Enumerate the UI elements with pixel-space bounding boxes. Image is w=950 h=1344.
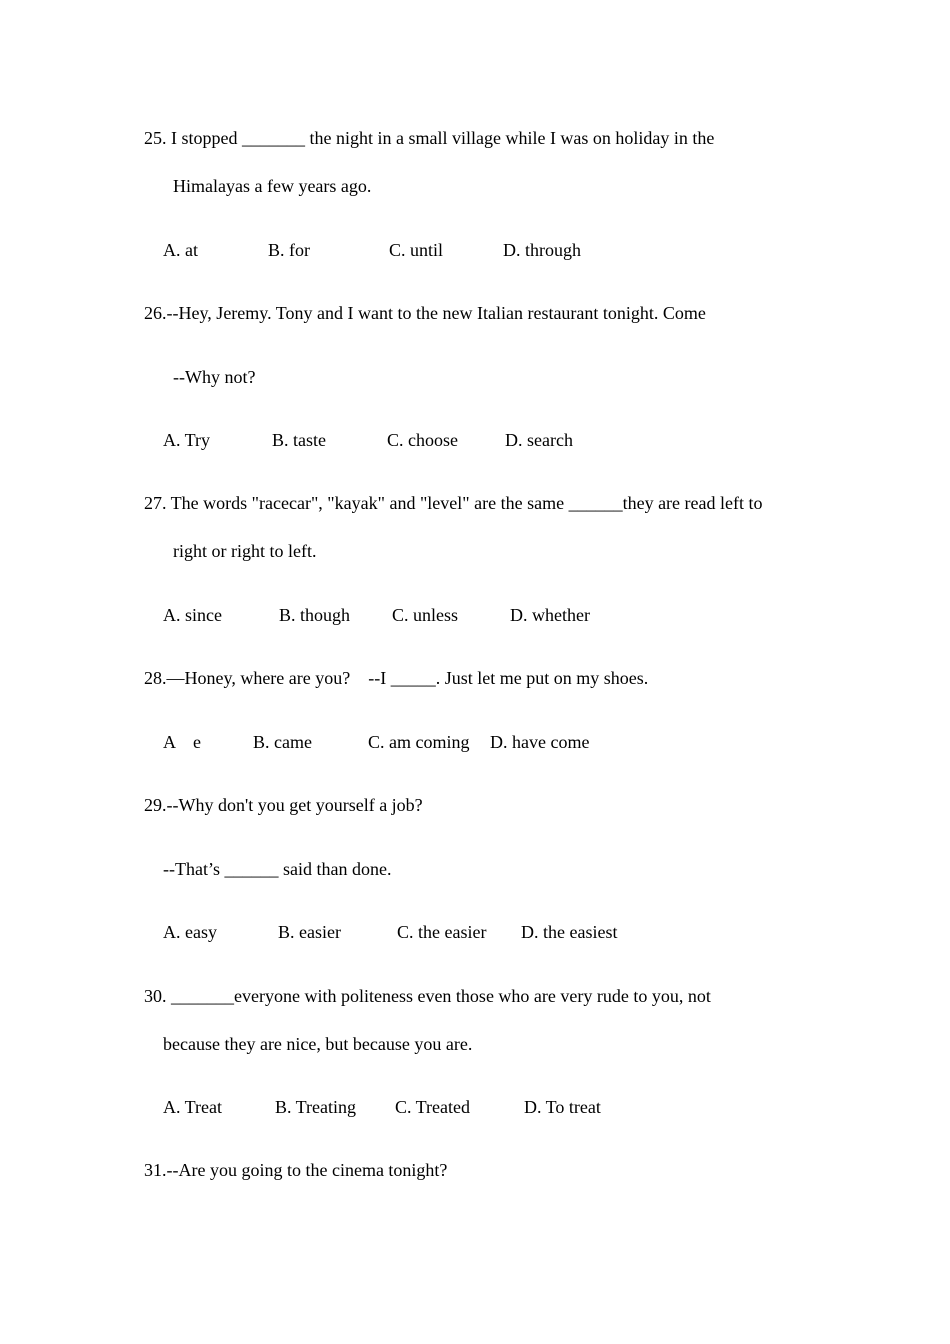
question-26-option-b: B. taste — [272, 430, 326, 450]
question-27-option-b: B. though — [279, 605, 351, 625]
question-28-option-b: B. came — [253, 732, 312, 752]
question-27-stem-line2: right or right to left. — [173, 541, 317, 561]
question-25-option-a: A. at — [163, 240, 198, 260]
question-29-stem-line1: 29.--Why don't you get yourself a job? — [144, 795, 423, 815]
question-26-option-c: C. choose — [387, 430, 458, 450]
question-30-stem-line2: because they are nice, but because you are. — [163, 1034, 473, 1054]
question-25-option-d: D. through — [503, 240, 581, 260]
question-29-option-b: B. easier — [278, 922, 341, 942]
question-26-option-d: D. search — [505, 430, 573, 450]
question-30-option-b: B. Treating — [275, 1097, 357, 1117]
question-29-option-d: D. the easiest — [521, 922, 618, 942]
question-28-option-c: C. am coming — [368, 732, 470, 752]
question-26-stem-line1: 26.--Hey, Jeremy. Tony and I want to the new Italian restaurant tonight. Come — [144, 303, 706, 323]
question-27-option-a: A. since — [163, 605, 222, 625]
question-30-option-d: D. To treat — [524, 1097, 601, 1117]
question-30-option-c: C. Treated — [395, 1097, 471, 1117]
question-30-option-a: A. Treat — [163, 1097, 223, 1117]
question-27-option-c: C. unless — [392, 605, 459, 625]
question-28-option-a: A e — [163, 732, 201, 752]
question-28-stem-line1: 28.—Honey, where are you? --I _____. Just let me put on my shoes. — [144, 668, 649, 688]
question-25-option-b: B. for — [268, 240, 310, 260]
question-28-option-d: D. have come — [490, 732, 590, 752]
question-31-stem-line1: 31.--Are you going to the cinema tonight? — [144, 1160, 448, 1180]
question-25-stem-line1: 25. I stopped _______ the night in a small village while I was on holiday in the — [144, 128, 715, 148]
question-29-stem-line2: --That’s ______ said than done. — [163, 859, 392, 879]
question-25-option-c: C. until — [389, 240, 444, 260]
question-27-stem-line1: 27. The words "racecar", "kayak" and "level" are the same ______they are read left to — [144, 493, 763, 513]
question-29-option-a: A. easy — [163, 922, 217, 942]
question-26-stem-line2: --Why not? — [173, 367, 256, 387]
question-27-option-d: D. whether — [510, 605, 590, 625]
question-25-stem-line2: Himalayas a few years ago. — [173, 176, 372, 196]
question-30-stem-line1: 30. _______everyone with politeness even those who are very rude to you, not — [144, 986, 711, 1006]
question-29-option-c: C. the easier — [397, 922, 487, 942]
question-26-option-a: A. Try — [163, 430, 211, 450]
